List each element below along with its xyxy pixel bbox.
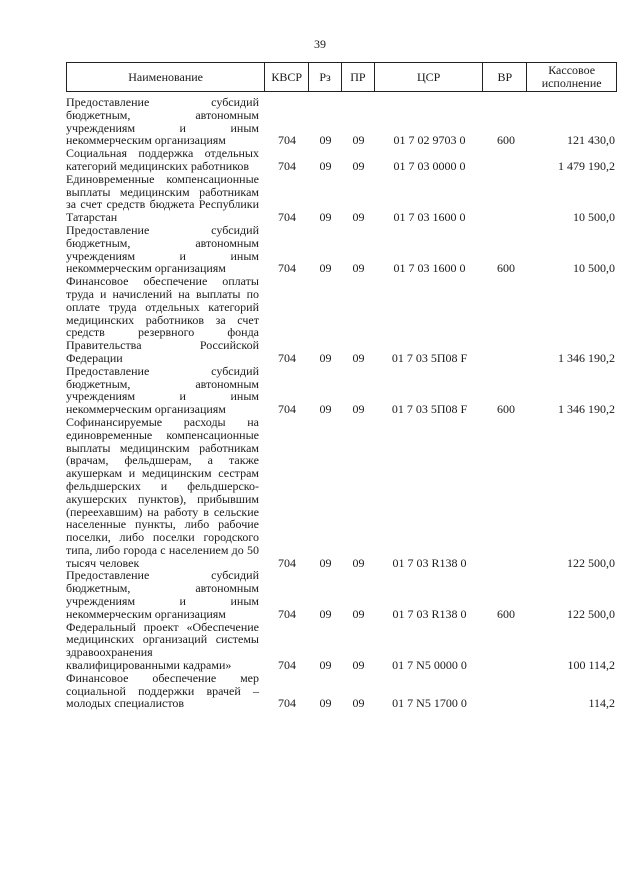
row-kvsr: 704 — [278, 158, 296, 173]
row-csr: 01 7 03 5П08 F — [391, 402, 468, 417]
row-vr: 600 — [497, 606, 515, 621]
row-kvsr: 704 — [278, 696, 296, 711]
table-row — [66, 173, 617, 224]
table-row — [66, 275, 617, 365]
row-pr: 09 — [352, 696, 365, 711]
row-rz: 09 — [319, 210, 332, 225]
row-amount: 1 479 190,2 — [558, 158, 615, 173]
row-csr: 01 7 03 R138 0 — [392, 606, 467, 621]
table-header — [66, 62, 617, 92]
row-csr: 01 7 03 R138 0 — [392, 555, 467, 570]
row-amount: 122 500,0 — [567, 606, 615, 621]
row-name: Софинансируемые расходы на единовременные компенсационные выплаты медицинским работникам (врачам, фельдшерам, а также акушеркам и медицинским сестрам фельдшерских и фельдшерско-акушерских пунктов), прибывшим (переехавшим) на работу в сельские населенные пункты, либо рабочие поселки, либо поселки городского типа, либо города с населением до 50 тысяч человек — [66, 414, 259, 570]
row-vr: 600 — [497, 133, 515, 148]
row-rz: 09 — [319, 350, 332, 365]
row-pr: 09 — [352, 555, 365, 570]
table-row — [66, 672, 617, 710]
row-rz: 09 — [319, 158, 332, 173]
row-vr: 600 — [497, 261, 515, 276]
page-number: 39 — [314, 37, 326, 51]
header-vr: ВР — [483, 63, 527, 91]
row-amount: 114,2 — [588, 696, 615, 711]
row-name: Финансовое обеспечение оплаты труда и начислений на выплаты по оплате труда отдельных категорий медицинских работников за счет средств резервного фонда Правительства Российской Федерации — [66, 274, 259, 365]
row-csr: 01 7 N5 0000 0 — [392, 658, 467, 673]
row-amount: 1 346 190,2 — [558, 350, 615, 365]
row-amount: 100 114,2 — [567, 658, 615, 673]
row-name: Предоставление субсидий бюджетным, автономным учреждениям и иным некоммерческим организациям — [66, 568, 259, 621]
row-name: Предоставление субсидий бюджетным, автономным учреждениям и иным некоммерческим организациям — [66, 95, 259, 148]
header-kvsr: КВСР — [265, 63, 309, 91]
row-pr: 09 — [352, 350, 365, 365]
row-pr: 09 — [352, 261, 365, 276]
table-row — [66, 224, 617, 275]
row-rz: 09 — [319, 658, 332, 673]
row-kvsr: 704 — [278, 658, 296, 673]
row-kvsr: 704 — [278, 350, 296, 365]
row-csr: 01 7 03 0000 0 — [393, 158, 466, 173]
header-rz: Рз — [309, 63, 342, 91]
row-pr: 09 — [352, 606, 365, 621]
row-csr: 01 7 03 5П08 F — [391, 350, 468, 365]
table-row — [66, 365, 617, 416]
table-row — [66, 416, 617, 570]
header-pr: ПР — [342, 63, 375, 91]
row-pr: 09 — [352, 133, 365, 148]
table-row — [66, 147, 617, 173]
row-amount: 10 500,0 — [573, 261, 615, 276]
row-rz: 09 — [319, 555, 332, 570]
row-name: Финансовое обеспечение мер социальной поддержки врачей – молодых специалистов — [66, 670, 259, 711]
row-kvsr: 704 — [278, 261, 296, 276]
row-kvsr: 704 — [278, 402, 296, 417]
row-csr: 01 7 N5 1700 0 — [392, 696, 467, 711]
row-amount: 1 346 190,2 — [558, 402, 615, 417]
row-csr: 01 7 03 1600 0 — [393, 261, 466, 276]
header-amount: Кассовое исполнение — [541, 63, 602, 90]
row-rz: 09 — [319, 261, 332, 276]
row-rz: 09 — [319, 696, 332, 711]
row-pr: 09 — [352, 402, 365, 417]
row-amount: 122 500,0 — [567, 555, 615, 570]
row-name: Социальная поддержка отдельных категорий медицинских работников — [66, 146, 259, 173]
header-csr: ЦСР — [375, 63, 484, 91]
row-name: Единовременные компенсационные выплаты медицинским работникам за счет средств бюджета Республики Татарстан — [66, 171, 259, 225]
table-body — [66, 96, 617, 710]
table-row — [66, 96, 617, 147]
row-kvsr: 704 — [278, 133, 296, 148]
row-name: Предоставление субсидий бюджетным, автономным учреждениям и иным некоммерческим организациям — [66, 222, 259, 276]
table-row — [66, 621, 617, 672]
row-name: Предоставление субсидий бюджетным, автономным учреждениям и иным некоммерческим организациям — [66, 363, 259, 417]
row-csr: 01 7 03 1600 0 — [393, 210, 466, 225]
row-rz: 09 — [319, 606, 332, 621]
row-amount: 121 430,0 — [567, 133, 615, 148]
row-kvsr: 704 — [278, 555, 296, 570]
row-rz: 09 — [319, 133, 332, 148]
row-pr: 09 — [352, 658, 365, 673]
row-rz: 09 — [319, 402, 332, 417]
table-row — [66, 569, 617, 620]
row-amount: 10 500,0 — [573, 210, 615, 225]
row-pr: 09 — [352, 158, 365, 173]
row-vr: 600 — [497, 402, 515, 417]
row-name: Федеральный проект «Обеспечение медицинских организаций системы здравоохранения квалифицированными кадрами» — [66, 619, 259, 673]
header-name: Наименование — [67, 63, 265, 91]
row-pr: 09 — [352, 210, 365, 225]
row-kvsr: 704 — [278, 606, 296, 621]
row-csr: 01 7 02 9703 0 — [393, 133, 466, 148]
row-kvsr: 704 — [278, 210, 296, 225]
